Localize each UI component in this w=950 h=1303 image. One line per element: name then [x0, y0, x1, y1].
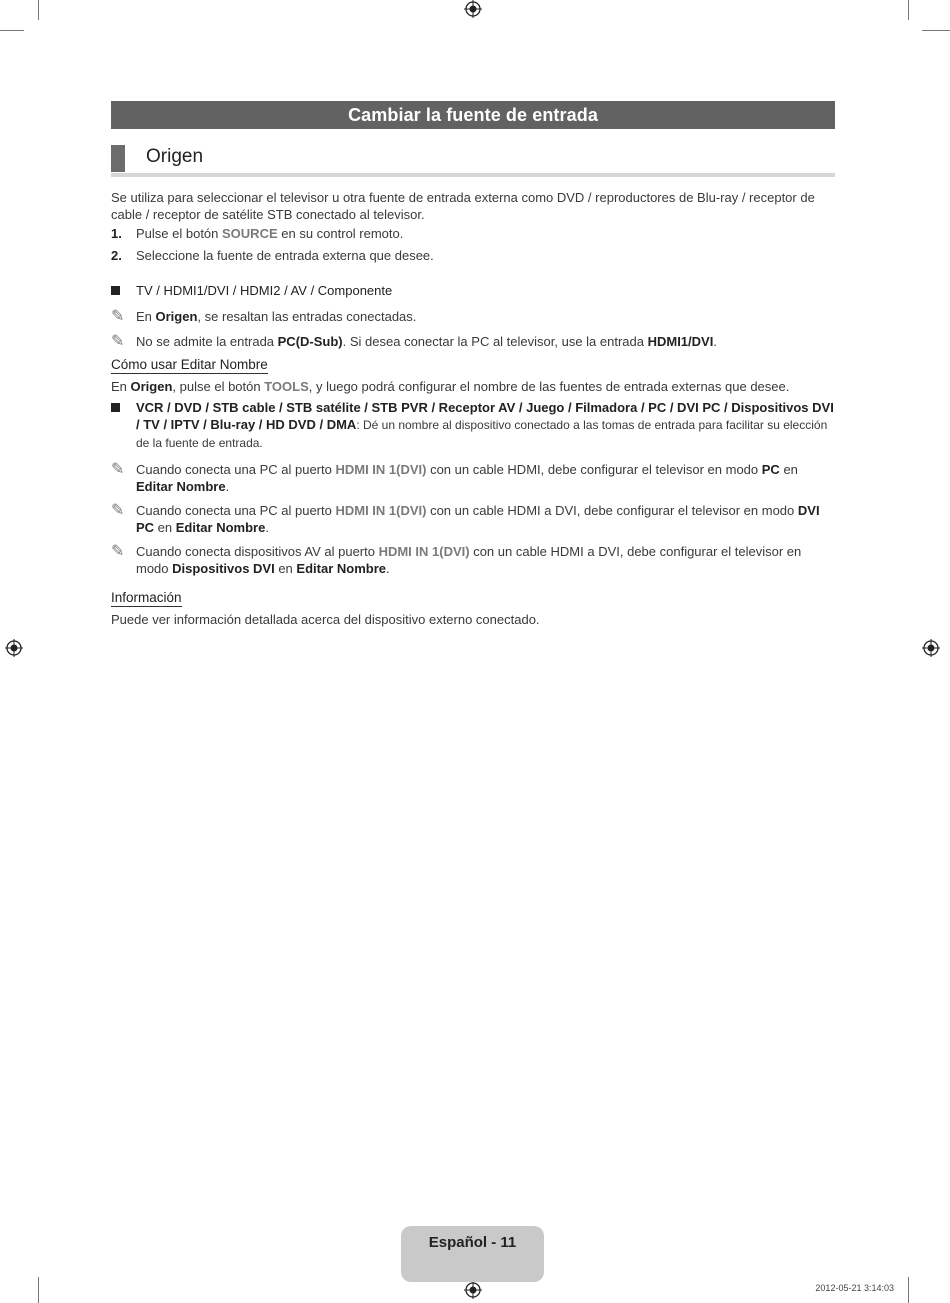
info-text: Puede ver información detallada acerca del dispositivo externo conectado.: [111, 612, 540, 627]
page-title: Cambiar la fuente de entrada: [111, 101, 835, 129]
section-title: Origen: [146, 146, 204, 167]
crop-mark: [922, 30, 950, 31]
step-number: 2.: [111, 248, 122, 263]
input-list: TV / HDMI1/DVI / HDMI2 / AV / Componente: [136, 283, 393, 298]
page-number-tab: Español - 11: [401, 1226, 544, 1282]
device-list: VCR / DVD / STB cable / STB satélite / STB PVR / Receptor AV / Juego / Filmadora / PC / DVI PC / Dispositivos DVI / TV / IPTV / Blu-ray / HD DVD / DMA: Dé un nombre al dispositivo conectado a las tomas de entrada para facilitar su elección de la fuente de entrada.: [136, 400, 834, 450]
crop-mark: [908, 1277, 909, 1303]
step-item: [111, 247, 835, 265]
pencil-note-icon: ✎: [111, 333, 125, 350]
tools-key: TOOLS: [264, 379, 309, 394]
step-number: 1.: [111, 226, 122, 241]
rename-heading: Cómo usar Editar Nombre: [111, 357, 268, 372]
page-content: [111, 101, 835, 628]
step-item: [111, 225, 835, 243]
pencil-note-icon: ✎: [111, 543, 125, 560]
crop-mark: [38, 0, 39, 20]
bullet-square-icon: [111, 403, 120, 412]
rename-instructions: En Origen, pulse el botón TOOLS, y luego podrá configurar el nombre de las fuentes de entrada externas que desee.: [111, 379, 790, 394]
print-timestamp: 2012-05-21 3:14:03: [815, 1283, 894, 1293]
registration-mark-icon: [5, 639, 23, 657]
input-list-bullet: [111, 282, 835, 299]
device-list-bullet: [111, 399, 835, 452]
crop-mark: [38, 1277, 39, 1303]
crop-mark: [908, 0, 909, 20]
crop-mark: [0, 30, 24, 31]
intro-paragraph: Se utiliza para seleccionar el televisor u otra fuente de entrada externa como DVD / reproductores de Blu-ray / receptor de cable / receptor de satélite STB conectado al televisor.: [111, 190, 815, 222]
pencil-note-icon: ✎: [111, 308, 125, 325]
pencil-note-icon: ✎: [111, 461, 125, 478]
pencil-note-icon: ✎: [111, 502, 125, 519]
note: ✎ Cuando conecta una PC al puerto HDMI IN 1(DVI) con un cable HDMI, debe configurar el televisor en modo PC en Editar Nombre.: [111, 461, 798, 494]
note: ✎ En Origen, se resaltan las entradas conectadas.: [111, 308, 417, 325]
note: ✎ Cuando conecta una PC al puerto HDMI IN 1(DVI) con un cable HDMI a DVI, debe configurar el televisor en modo DVI PC en Editar Nombre.: [111, 502, 820, 535]
registration-mark-icon: [464, 1281, 482, 1299]
section-marker: [111, 145, 125, 172]
note: ✎ No se admite la entrada PC(D-Sub). Si desea conectar la PC al televisor, use la entrada HDMI1/DVI.: [111, 333, 717, 350]
note: ✎ Cuando conecta dispositivos AV al puerto HDMI IN 1(DVI) con un cable HDMI a DVI, debe configurar el televisor en modo Dispositivos DVI en Editar Nombre.: [111, 543, 802, 576]
info-heading: Información: [111, 590, 182, 605]
step-text: Pulse el botón SOURCE en su control remoto.: [136, 226, 404, 241]
step-text: Seleccione la fuente de entrada externa que desee.: [136, 248, 434, 263]
registration-mark-icon: [464, 0, 482, 18]
bullet-square-icon: [111, 286, 120, 295]
source-key: SOURCE: [222, 226, 278, 241]
section-header: [111, 145, 835, 177]
registration-mark-icon: [922, 639, 940, 657]
